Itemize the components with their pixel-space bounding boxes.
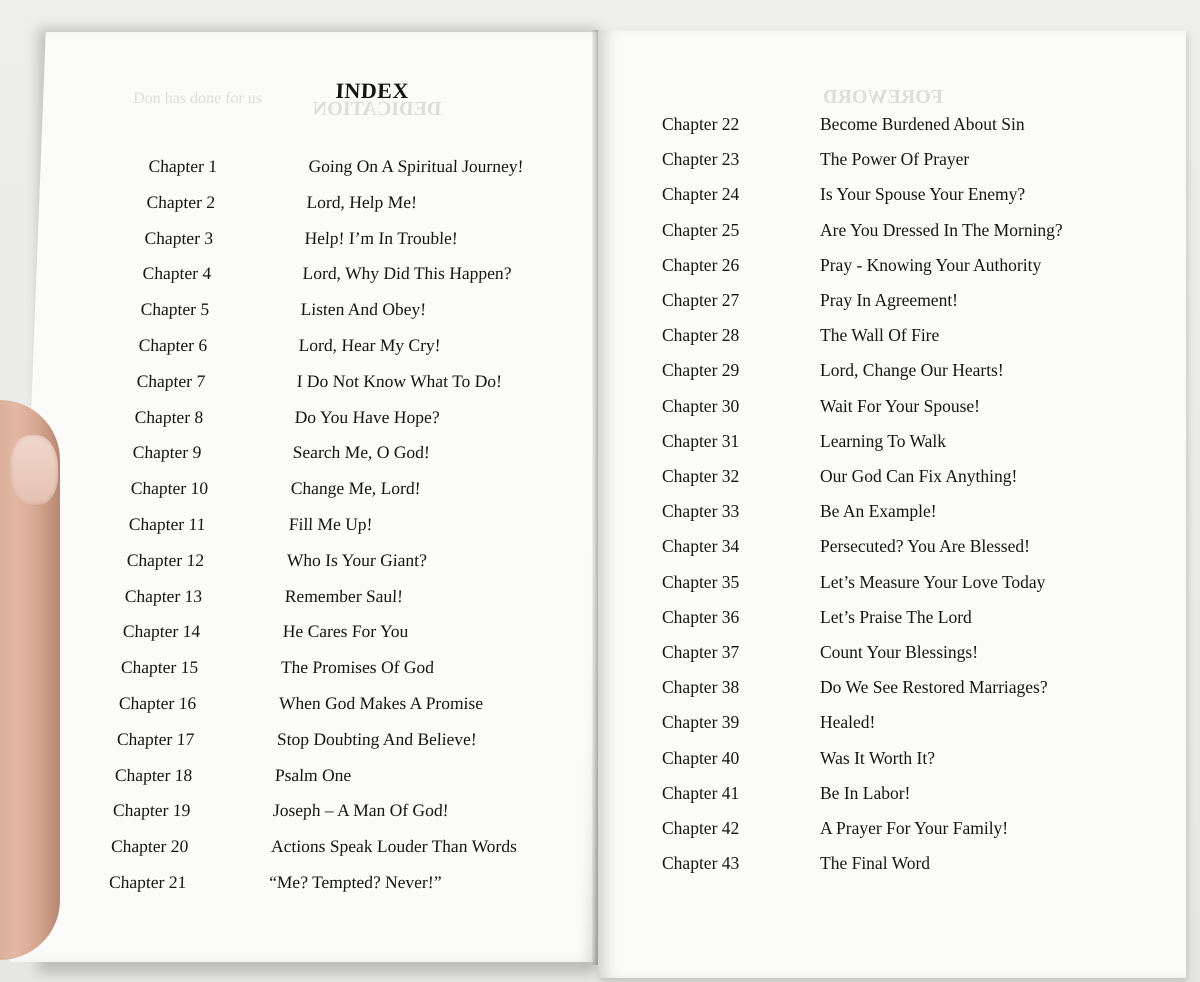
index-entry	[116, 729, 637, 755]
chapter-title: Change Me, Lord!	[290, 478, 421, 499]
chapter-number: Chapter 21	[108, 872, 187, 892]
chapter-title: Fill Me Up!	[288, 514, 373, 534]
index-entry	[130, 478, 651, 504]
index-entry	[662, 572, 1182, 598]
index-entry	[662, 360, 1182, 386]
index-entry	[662, 642, 1182, 668]
index-entry	[148, 156, 669, 182]
chapter-title: Do You Have Hope?	[294, 406, 440, 427]
chapter-title: When God Makes A Promise	[278, 693, 484, 713]
index-entry	[662, 818, 1182, 844]
chapter-number: Chapter 26	[662, 254, 740, 275]
bleed-through-heading: FOREWORD	[823, 86, 943, 108]
chapter-title: Remember Saul!	[284, 585, 404, 606]
chapter-title: I Do Not Know What To Do!	[296, 370, 503, 391]
chapter-title: He Cares For You	[282, 621, 409, 642]
chapter-title: Lord, Help Me!	[306, 191, 418, 212]
chapter-number: Chapter 12	[126, 549, 205, 570]
chapter-title: Listen And Obey!	[300, 299, 427, 320]
chapter-title: Learning To Walk	[820, 430, 946, 451]
chapter-number: Chapter 33	[662, 501, 740, 522]
chapter-number: Chapter 11	[128, 514, 206, 534]
index-entry	[132, 442, 653, 468]
chapter-title: Search Me, O God!	[292, 442, 431, 463]
right-page	[598, 30, 1186, 978]
index-entry	[138, 335, 659, 361]
index-entry	[142, 263, 663, 289]
chapter-number: Chapter 17	[116, 728, 195, 749]
index-entry	[662, 396, 1182, 422]
chapter-title: Lord, Change Our Hearts!	[820, 360, 1004, 381]
index-entry	[140, 299, 661, 325]
bleed-through-heading: DEDICATION	[312, 98, 442, 120]
index-entry	[114, 765, 635, 791]
chapter-number: Chapter 22	[662, 114, 740, 134]
index-entry	[662, 325, 1182, 351]
chapter-title: Be In Labor!	[820, 782, 911, 803]
index-entry	[134, 407, 655, 433]
chapter-number: Chapter 16	[118, 693, 197, 713]
chapter-title: Pray - Knowing Your Authority	[820, 254, 1042, 275]
chapter-title: Become Burdened About Sin	[820, 114, 1025, 134]
chapter-title: Lord, Hear My Cry!	[298, 335, 441, 355]
chapter-number: Chapter 34	[662, 536, 740, 557]
index-entry	[662, 114, 1182, 140]
index-entry	[662, 607, 1182, 633]
left-page	[10, 32, 634, 962]
index-title: INDEX	[334, 78, 410, 103]
chapter-number: Chapter 25	[662, 219, 740, 240]
index-entry	[662, 431, 1182, 457]
chapter-number: Chapter 28	[662, 325, 740, 346]
chapter-title: “Me? Tempted? Never!”	[268, 872, 442, 892]
chapter-number: Chapter 13	[124, 585, 203, 606]
chapter-title: Stop Doubting And Believe!	[276, 728, 478, 749]
index-entry	[662, 466, 1182, 492]
index-entry	[662, 501, 1182, 527]
chapter-title: Lord, Why Did This Happen?	[302, 263, 512, 284]
index-entry	[124, 586, 645, 612]
chapter-number: Chapter 8	[134, 406, 204, 427]
chapter-number: Chapter 30	[662, 395, 740, 416]
index-entry	[662, 712, 1182, 738]
chapter-number: Chapter 40	[662, 747, 740, 768]
thumbnail-nail	[10, 435, 58, 505]
index-entry	[120, 657, 641, 683]
chapter-title: Our God Can Fix Anything!	[820, 466, 1018, 486]
chapter-title: Joseph – A Man Of God!	[272, 800, 449, 821]
chapter-title: Going On A Spiritual Journey!	[308, 156, 524, 176]
chapter-title: Was It Worth It?	[820, 747, 935, 768]
index-entry	[128, 514, 649, 540]
chapter-number: Chapter 15	[120, 657, 199, 678]
index-entry	[118, 693, 639, 719]
chapter-number: Chapter 7	[136, 370, 206, 391]
chapter-title: Help! I’m In Trouble!	[304, 227, 459, 248]
chapter-number: Chapter 14	[122, 621, 201, 642]
chapter-title: Count Your Blessings!	[820, 642, 979, 662]
chapter-title: A Prayer For Your Family!	[820, 818, 1009, 838]
index-entry	[662, 783, 1182, 809]
chapter-title: Are You Dressed In The Morning?	[820, 219, 1063, 240]
chapter-number: Chapter 42	[662, 818, 740, 838]
chapter-number: Chapter 32	[662, 466, 740, 486]
index-entry	[662, 677, 1182, 703]
chapter-number: Chapter 43	[662, 853, 740, 874]
chapter-title: Is Your Spouse Your Enemy?	[820, 184, 1026, 205]
chapter-number: Chapter 2	[146, 191, 216, 212]
chapter-number: Chapter 37	[662, 642, 740, 662]
index-entry	[146, 192, 667, 218]
chapter-number: Chapter 31	[662, 430, 740, 451]
chapter-title: The Promises Of God	[280, 657, 435, 678]
chapter-number: Chapter 9	[132, 442, 202, 463]
chapter-number: Chapter 20	[110, 836, 189, 857]
chapter-title: Let’s Praise The Lord	[820, 606, 972, 627]
chapter-title: Be An Example!	[820, 501, 937, 522]
index-entry	[112, 800, 633, 826]
chapter-title: The Wall Of Fire	[820, 325, 940, 346]
chapter-title: Psalm One	[274, 764, 352, 785]
index-entry	[662, 290, 1182, 316]
index-entry	[126, 550, 647, 576]
chapter-title: Actions Speak Louder Than Words	[270, 836, 518, 857]
index-entry	[662, 536, 1182, 562]
index-entry	[662, 748, 1182, 774]
chapter-number: Chapter 4	[142, 263, 212, 284]
index-entry	[110, 836, 631, 862]
chapter-number: Chapter 19	[112, 800, 191, 821]
chapter-number: Chapter 23	[662, 149, 740, 170]
index-entry	[662, 853, 1182, 879]
chapter-number: Chapter 6	[138, 335, 208, 355]
chapter-number: Chapter 39	[662, 712, 740, 733]
chapter-number: Chapter 24	[662, 184, 740, 205]
chapter-title: Pray In Agreement!	[820, 290, 959, 310]
chapter-number: Chapter 18	[114, 764, 193, 785]
chapter-number: Chapter 5	[140, 299, 210, 320]
chapter-number: Chapter 35	[662, 571, 740, 592]
chapter-title: The Power Of Prayer	[820, 149, 970, 170]
index-entry	[662, 255, 1182, 281]
chapter-number: Chapter 29	[662, 360, 740, 381]
index-entry	[122, 621, 643, 647]
index-entry	[136, 371, 657, 397]
chapter-title: Healed!	[820, 712, 876, 733]
chapter-title: Do We See Restored Marriages?	[820, 677, 1048, 698]
index-entry	[108, 872, 629, 898]
index-entry	[662, 220, 1182, 246]
bleed-through-text: Don has done for us	[132, 90, 263, 107]
chapter-title: Persecuted? You Are Blessed!	[820, 536, 1030, 557]
chapter-number: Chapter 36	[662, 606, 740, 627]
index-entry	[662, 149, 1182, 175]
chapter-title: Who Is Your Giant?	[286, 549, 428, 570]
index-entry	[662, 184, 1182, 210]
index-entry	[144, 228, 665, 254]
chapter-number: Chapter 3	[144, 227, 214, 248]
chapter-title: Let’s Measure Your Love Today	[820, 571, 1046, 592]
chapter-number: Chapter 1	[148, 156, 218, 176]
chapter-number: Chapter 41	[662, 782, 740, 803]
chapter-number: Chapter 38	[662, 677, 740, 698]
chapter-title: Wait For Your Spouse!	[820, 395, 980, 416]
chapter-number: Chapter 10	[130, 478, 209, 499]
chapter-title: The Final Word	[820, 853, 931, 874]
chapter-number: Chapter 27	[662, 290, 740, 310]
